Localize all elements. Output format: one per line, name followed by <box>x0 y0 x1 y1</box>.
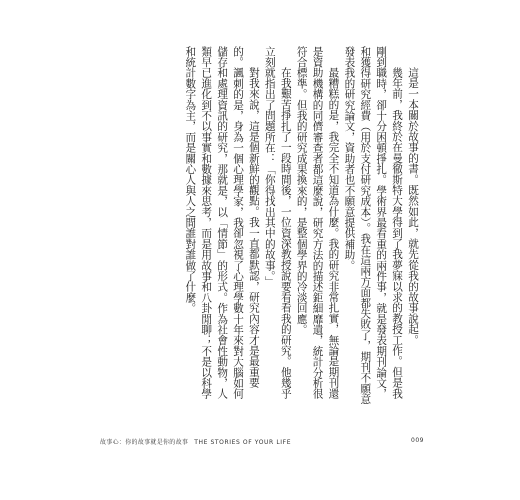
paragraph: 對我來說，這是個新鮮的觀點。我一直都默認，研究內容才是最重要的。諷刺的是，身為一個心理學家，我卻忽視了心理學數十年來對大腦如何儲存和處理資訊的研究，那就是，以「情節」的形式。作為社會性動物，人類早已進化到不以事實和數據來思考，而是用故事和八卦閒聊；不是以科學和統計數字為主，而是關心人與人之間誰對誰做了什麼。 <box>184 46 260 400</box>
vertical-text-body <box>114 46 420 408</box>
page-number: 009 <box>411 437 424 444</box>
paragraph: 最糟糕的是，我完全不知道為什麼。我的研究非常扎實，無論是期刊還是資助機構的同儕審查者都這麼說，研究方法的描述鉅細靡遺，統計分析很符合標準。但我的研究成果換來的，是整個學界的冷淡回應。 <box>295 46 340 400</box>
running-footer <box>100 437 291 446</box>
paragraph: 在我艱苦掙扎了一段時間後，一位資深教授說要看看我的研究。他幾乎立刻就指出了問題所在：「你得找出其中的故事。」 <box>263 46 292 399</box>
footer-english-title: THE STORIES OF YOUR LIFE <box>194 439 292 446</box>
footer-chinese-title: 故事心：你的故事就是你的故事 <box>100 439 189 446</box>
paragraph: 這是一本關於故事的書。既然如此，就先從我的故事說起。 <box>407 67 419 346</box>
paragraph: 幾年前，我終於在曼徹斯特大學得到了我夢寐以求的教授工作。但是我剛到職時，卻十分困頓掙扎。學術界最看重的兩件事，就是發表期刊論文，和獲得研究經費（用於支付研究成本）。我在這兩方面都失敗了，期刊不願意發表我的研究論文，資助者也不願意提供補助。 <box>343 46 404 405</box>
